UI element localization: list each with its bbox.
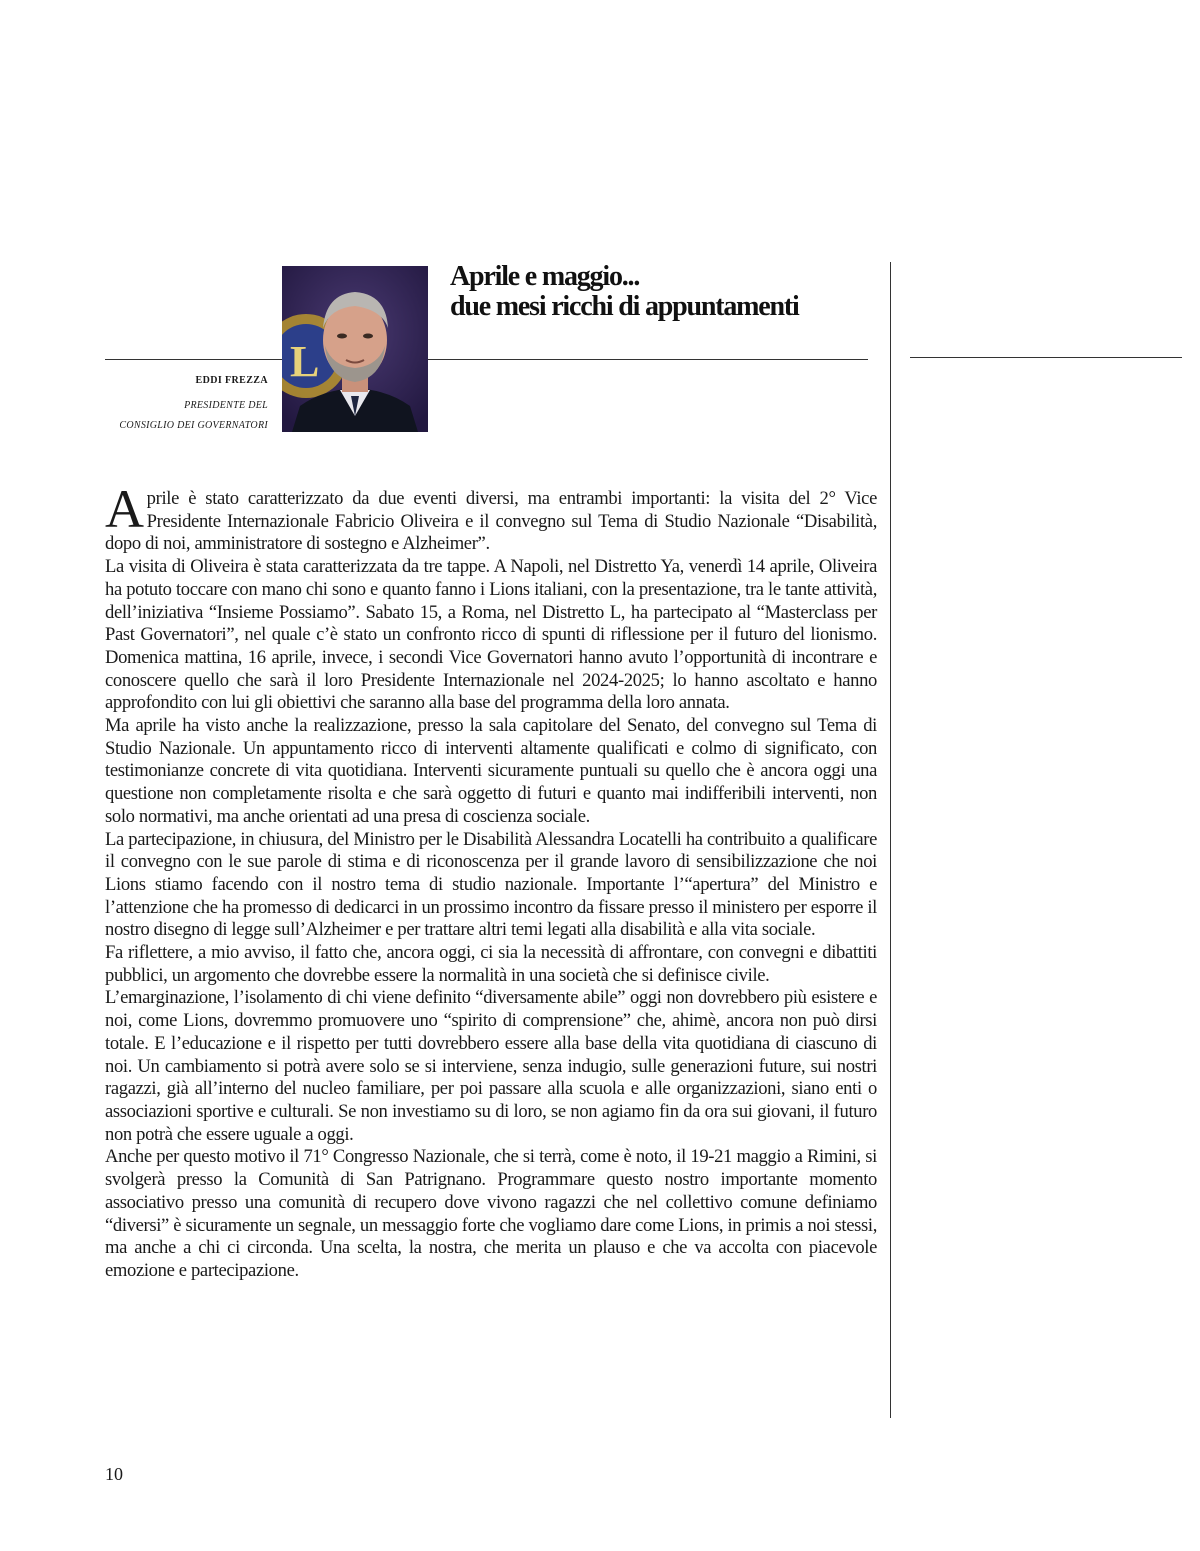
- author-role-line-1: PRESIDENTE DEL: [184, 400, 268, 411]
- author-name: EDDI FREZZA: [195, 375, 268, 386]
- header-rule-right: [910, 357, 1182, 358]
- article-paragraph: Aprile è stato caratterizzato da due eventi diversi, ma entrambi importanti: la visita del 2° Vice Presidente Internazionale Fabricio Oliveira e il convegno sul Tema di Studio Nazionale “Disabilità, dopo di noi, amministratore di sostegno e Alzheimer”.: [105, 479, 877, 555]
- header-rule-left: [105, 359, 282, 360]
- author-photo: [282, 266, 428, 432]
- article-body: [105, 479, 877, 1283]
- svg-text:L: L: [290, 337, 320, 386]
- article-paragraph: La visita di Oliveira è stata caratterizzata da tre tappe. A Napoli, nel Distretto Ya, venerdì 14 aprile, Oliveira ha potuto toccare con mano chi sono e quanto fanno i Lions italiani, con la presentazione, tra le tante attività, dell’iniziativa “Insieme Possiamo”. Sabato 15, a Roma, nel Distretto L, ha partecipato al “Masterclass per Past Governatori”, nel quale c’è stato un confronto ricco di spunti di riflessione per il futuro del lionismo. Domenica mattina, 16 aprile, invece, i secondi Vice Governatori hanno avuto l’opportunità di incontrare e conoscere quello che sarà il loro Presidente Internazionale nel 2024-2025; lo hanno ascoltato e hanno approfondito con lui gli obiettivi che saranno alla base del programma della loro annata.: [105, 556, 877, 714]
- author-role-line-2: CONSIGLIO DEI GOVERNATORI: [119, 420, 268, 431]
- article-paragraph: L’emarginazione, l’isolamento di chi viene definito “diversamente abile” oggi non dovrebbero più esistere e noi, come Lions, dovremmo promuovere uno “spirito di comprensione” che, ahimè, ancora non può dirsi totale. E l’educazione e il rispetto per tutti dovrebbero essere alla base della vita quotidiana di ciascuno di noi. Un cambiamento si potrà avere solo se si interviene, senza indugio, sulle generazioni future, sui nostri ragazzi, già all’interno del nucleo familiare, per poi passare alla scuola e alle organizzazioni, siano enti o associazioni sportive e culturali. Se non investiamo su di loro, se non agiamo fin da ora sui giovani, il futuro non potrà che essere uguale a oggi.: [105, 987, 877, 1145]
- article-paragraph: Ma aprile ha visto anche la realizzazione, presso la sala capitolare del Senato, del convegno sul Tema di Studio Nazionale. Un appuntamento ricco di interventi altamente qualificati e colmo di significato, con testimonianze concrete di vita quotidiana. Interventi sicuramente puntuali su quello che è ancora oggi una questione non completamente risolta e che sarà oggetto di futuri e quanto mai indifferibili interventi, non solo normativi, ma anche orientati ad una presa di coscienza sociale.: [105, 715, 877, 827]
- column-divider: [890, 262, 891, 1418]
- drop-cap: A: [105, 479, 144, 539]
- article-title: [450, 262, 870, 322]
- article-paragraph: La partecipazione, in chiusura, del Ministro per le Disabilità Alessandra Locatelli ha contribuito a qualificare il convegno con le sue parole di stima e di riconoscenza per il grande lavoro di sensibilizzazione che noi Lions stiamo facendo con il nostro tema di studio nazionale. Importante l’“apertura” del Ministro e l’attenzione che ha promesso di dedicarci in un prossimo incontro da fissare presso il ministero per esporre il nostro disegno di legge sull’Alzheimer e per trattare altri temi legati alla disabilità e alla vita sociale.: [105, 828, 877, 941]
- title-line-2: due mesi ricchi di appuntamenti: [450, 291, 799, 322]
- byline: [100, 374, 268, 436]
- article-paragraph: Fa riflettere, a mio avviso, il fatto che, ancora oggi, ci sia la necessità di affrontare, con convegni e dibattiti pubblici, un argomento che dovrebbe essere la normalità in una società che si definisce civile.: [105, 942, 877, 986]
- page-number: 10: [105, 1464, 123, 1484]
- header-rule-middle: [428, 359, 868, 360]
- article-paragraph: Anche per questo motivo il 71° Congresso Nazionale, che si terrà, come è noto, il 19-21 maggio a Rimini, si svolgerà presso la Comunità di San Patrignano. Programmare questo nostro importante momento associativo presso una comunità di recupero dove vivono ragazzi che nel collettivo comune definiamo “diversi” è sicuramente un segnale, un messaggio forte che vogliamo dare come Lions, in primis a noi stessi, ma anche a chi ci circonda. Una scelta, la nostra, che merita un plauso e che va accolta con piacevole emozione e partecipazione.: [105, 1146, 877, 1281]
- title-line-1: Aprile e maggio...: [450, 261, 640, 292]
